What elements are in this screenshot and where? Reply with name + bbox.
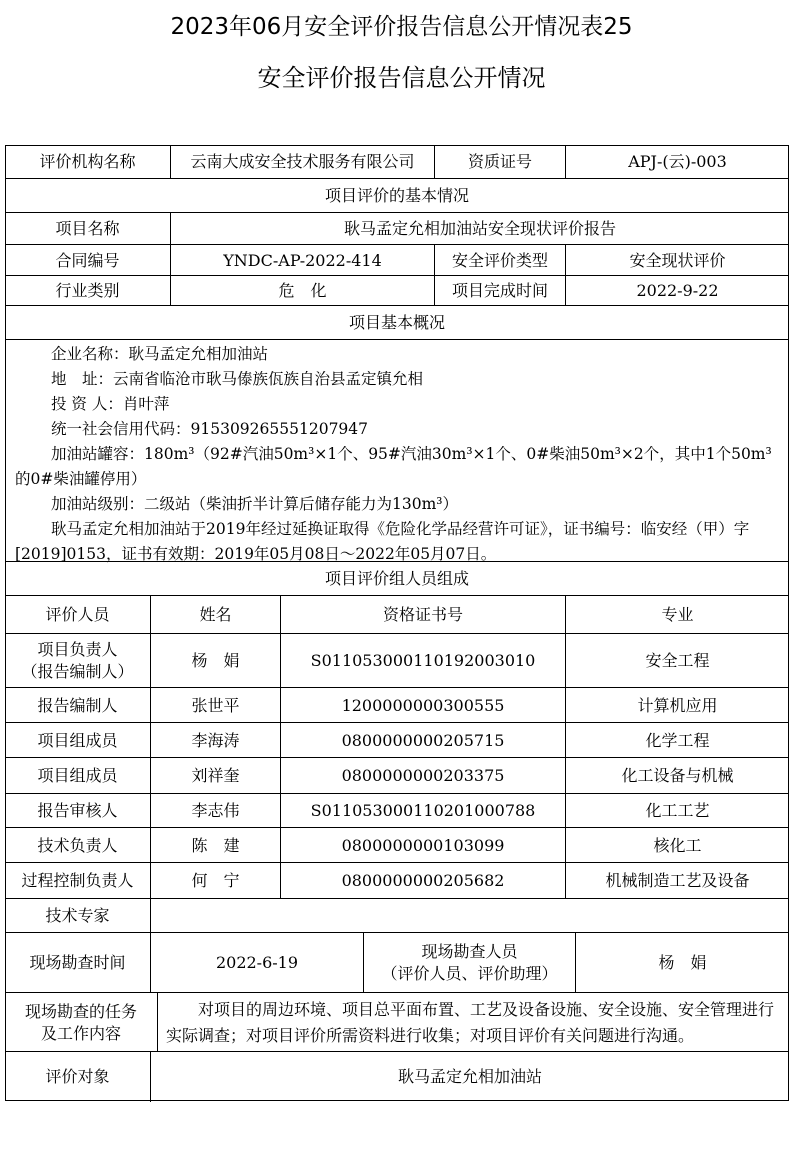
eval-type-value: 安全现状评价 bbox=[565, 245, 789, 276]
site-staff-label-line2: （评价人员、评价助理） bbox=[381, 964, 558, 983]
team-header-row bbox=[5, 595, 789, 634]
member-role: 报告编制人 bbox=[37, 695, 118, 715]
contract-value: YNDC-AP-2022-414 bbox=[170, 245, 434, 276]
expert-label: 技术专家 bbox=[45, 906, 110, 925]
member-name: 杨 娟 bbox=[150, 634, 280, 688]
team-section-title: 项目评价组人员组成 bbox=[324, 569, 469, 588]
site-time-row bbox=[5, 932, 789, 993]
site-task-label-line2: 及工作内容 bbox=[40, 1023, 121, 1043]
member-cert: 1200000000300555 bbox=[280, 688, 565, 723]
industry-value: 危 化 bbox=[170, 276, 434, 306]
document-title: 2023年06月安全评价报告信息公开情况表25 bbox=[170, 14, 633, 40]
overview-text bbox=[5, 340, 789, 567]
expert-row bbox=[5, 898, 789, 933]
member-cert: 0800000000205715 bbox=[280, 723, 565, 758]
overview-body-row bbox=[5, 339, 789, 562]
overview-section-title: 项目基本概况 bbox=[348, 313, 445, 332]
team-section-row bbox=[5, 561, 789, 596]
table-row bbox=[5, 793, 789, 828]
site-staff-value: 杨 娟 bbox=[575, 933, 789, 993]
col-name-header: 姓名 bbox=[150, 596, 280, 634]
table-row bbox=[5, 687, 789, 723]
member-major: 安全工程 bbox=[565, 634, 789, 688]
eval-type-label: 安全评价类型 bbox=[434, 245, 565, 276]
finish-value: 2022-9-22 bbox=[565, 276, 789, 306]
address-line: 地 址：云南省临沧市耿马傣族佤族自治县孟定镇允相 bbox=[51, 370, 424, 388]
member-role: 技术负责人 bbox=[37, 835, 118, 855]
basic-section-title: 项目评价的基本情况 bbox=[324, 186, 469, 205]
member-name: 张世平 bbox=[150, 688, 280, 723]
investor-line: 投 资 人：肖叶萍 bbox=[51, 395, 170, 413]
col-role-header: 评价人员 bbox=[45, 605, 110, 624]
table-row bbox=[5, 722, 789, 758]
project-name-label: 项目名称 bbox=[55, 219, 120, 238]
cert-value: APJ-(云)-003 bbox=[565, 145, 789, 178]
member-role: 项目组成员 bbox=[37, 730, 118, 750]
col-major-header: 专业 bbox=[565, 596, 789, 634]
site-task-label bbox=[5, 993, 157, 1052]
member-cert: 0800000000203375 bbox=[280, 758, 565, 794]
member-name: 李海涛 bbox=[150, 723, 280, 758]
tank-capacity-line: 加油站罐容：180m³（92#汽油50m³×1个、95#汽油30m³×1个、0#柴油50m³×2个，其中1个50m³的0#柴油罐停用） bbox=[15, 445, 772, 488]
overview-section-row bbox=[5, 305, 789, 340]
contract-label: 合同编号 bbox=[55, 250, 120, 270]
industry-row bbox=[5, 275, 789, 306]
member-major: 化学工程 bbox=[565, 723, 789, 758]
member-role bbox=[5, 634, 150, 688]
col-cert-header: 资格证书号 bbox=[280, 596, 565, 634]
site-task-row bbox=[5, 992, 789, 1052]
site-staff-label-line1: 现场勘查人员 bbox=[421, 942, 518, 961]
member-cert: 0800000000103099 bbox=[280, 828, 565, 863]
expert-value bbox=[150, 899, 789, 933]
license-line: 耿马孟定允相加油站于2019年经过延换证取得《危险化学品经营许可证》，证书编号：临安经（甲）字[2019]0153，证书有效期：2019年05月08日～2022年05月07日。 bbox=[15, 520, 750, 563]
org-label: 评价机构名称 bbox=[39, 151, 136, 171]
member-role: 项目组成员 bbox=[37, 766, 118, 785]
member-major: 核化工 bbox=[565, 828, 789, 863]
site-time-label: 现场勘查时间 bbox=[29, 953, 126, 972]
org-value: 云南大成安全技术服务有限公司 bbox=[170, 145, 434, 178]
member-name: 刘祥奎 bbox=[150, 758, 280, 794]
member-name: 李志伟 bbox=[150, 794, 280, 828]
document-subtitle: 安全评价报告信息公开情况 bbox=[257, 64, 546, 92]
site-task-label-line1: 现场勘查的任务 bbox=[24, 1001, 137, 1021]
member-name: 陈 建 bbox=[150, 828, 280, 863]
credit-code-line: 统一社会信用代码：915309265551207947 bbox=[51, 420, 369, 438]
contract-row bbox=[5, 244, 789, 276]
member-major: 化工工艺 bbox=[565, 794, 789, 828]
member-role-line1: 项目负责人 bbox=[37, 640, 118, 659]
member-major: 计算机应用 bbox=[565, 688, 789, 723]
member-cert: S011053000110201000788 bbox=[280, 794, 565, 828]
member-cert: S011053000110192003010 bbox=[280, 634, 565, 688]
finish-label: 项目完成时间 bbox=[434, 276, 565, 306]
site-time-value: 2022-6-19 bbox=[150, 933, 363, 993]
table-row bbox=[5, 827, 789, 863]
project-name-row bbox=[5, 212, 789, 245]
table-row bbox=[5, 757, 789, 794]
site-staff-label bbox=[363, 933, 575, 993]
industry-label: 行业类别 bbox=[55, 281, 120, 300]
org-row bbox=[5, 145, 789, 178]
member-major: 机械制造工艺及设备 bbox=[565, 863, 789, 899]
member-major: 化工设备与机械 bbox=[565, 758, 789, 794]
company-name-line: 企业名称：耿马孟定允相加油站 bbox=[51, 345, 269, 363]
cert-label: 资质证号 bbox=[434, 145, 565, 178]
member-role: 过程控制负责人 bbox=[21, 871, 134, 890]
basic-section-row bbox=[5, 178, 789, 213]
table-row bbox=[5, 862, 789, 899]
station-level-line: 加油站级别：二级站（柴油折半计算后储存能力为130m³） bbox=[51, 495, 458, 513]
eval-object-value: 耿马孟定允相加油站 bbox=[150, 1052, 789, 1102]
eval-object-label: 评价对象 bbox=[45, 1067, 110, 1086]
site-task-value: 对项目的周边环境、项目总平面布置、工艺及设备设施、安全设施、安全管理进行实际调查；对项目评价所需资料进行收集；对项目评价有关问题进行沟通。 bbox=[157, 993, 789, 1052]
member-role: 报告审核人 bbox=[37, 801, 118, 820]
project-name-value: 耿马孟定允相加油站安全现状评价报告 bbox=[170, 213, 789, 245]
member-role-line2: （报告编制人） bbox=[21, 662, 134, 681]
member-cert: 0800000000205682 bbox=[280, 863, 565, 899]
table-row bbox=[5, 633, 789, 688]
member-name: 何 宁 bbox=[150, 863, 280, 899]
eval-object-row bbox=[5, 1051, 789, 1102]
